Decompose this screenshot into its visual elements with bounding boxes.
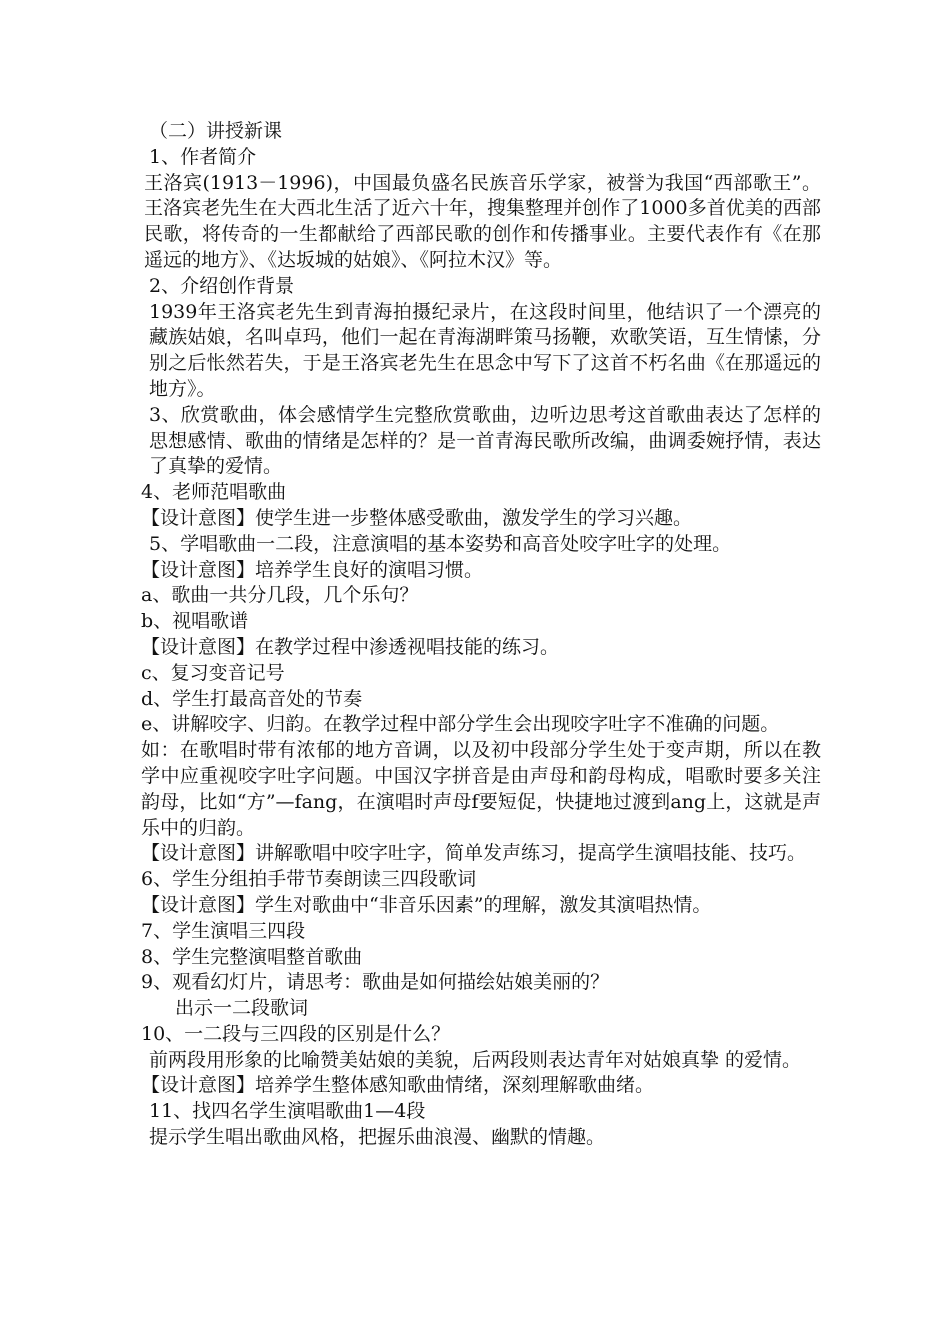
lesson-content <box>141 119 821 1151</box>
sing-34-item: 7、学生演唱三四段 <box>141 919 306 942</box>
step-item: e、讲解咬字、归韵。在教学过程中部分学生会出现咬字吐字不准确的问题。 <box>141 713 780 736</box>
hint-item: 提示学生唱出歌曲风格，把握乐曲浪漫、幽默的情趣。 <box>149 1126 606 1149</box>
learn-sing-item: 5、学唱歌曲一二段，注意演唱的基本姿势和高音处咬字吐字的处理。 <box>149 532 732 555</box>
step-item: a、歌曲一共分几段，几个乐句？ <box>141 584 419 607</box>
design-intent-note: 【设计意图】学生对歌曲中“非音乐因素”的理解，激发其演唱热情。 <box>141 893 712 916</box>
difference-question: 10、一二段与三四段的区别是什么？ <box>141 1022 451 1045</box>
author-heading: 1、作者简介 <box>149 145 257 168</box>
appreciate-paragraph: 3、欣赏歌曲，体会感情学生完整欣赏歌曲，边听边思考这首歌曲表达了怎样的思想感情、歌曲的情绪是怎样的？是一首青海民歌所改编，曲调委婉抒情，表达了真挚的爱情。 <box>149 403 821 478</box>
design-intent-note: 【设计意图】讲解歌唱中咬字吐字，简单发声练习，提高学生演唱技能、技巧。 <box>141 842 807 865</box>
design-intent-note: 【设计意图】培养学生整体感知歌曲情绪，深刻理解歌曲绪。 <box>141 1074 655 1097</box>
group-read-item: 6、学生分组拍手带节奏朗读三四段歌词 <box>141 868 477 891</box>
sing-all-item: 8、学生完整演唱整首歌曲 <box>141 945 363 968</box>
author-paragraph: 王洛宾(1913－1996)，中国最负盛名民族音乐学家，被誉为我国“西部歌王”。王洛宾老先生在大西北生活了近六十年，搜集整理并创作了1000多首优美的西部民歌，将传奇的一生都献给了西部民歌的创作和传播事业。主要代表作有《在那遥远的地方》、《达坂城的姑娘》、《阿拉木汉》等。 <box>144 171 821 271</box>
section-heading: （二）讲授新课 <box>149 120 283 142</box>
step-item: c、复习变音记号 <box>141 661 285 684</box>
example-paragraph: 如：在歌唱时带有浓郁的地方音调，以及初中段部分学生处于变声期，所以在教学中应重视咬字吐字问题。中国汉字拼音是由声母和韵母构成，唱歌时要多关注韵母，比如“方”—fang，在演唱时声母f要短促，快捷地过渡到ang上，这就是声乐中的归韵。 <box>141 739 821 839</box>
design-intent-note: 【设计意图】使学生进一步整体感受歌曲，激发学生的学习兴趣。 <box>141 506 693 529</box>
step-item: b、视唱歌谱 <box>141 610 249 633</box>
slides-item: 9、观看幻灯片，请思考：歌曲是如何描绘姑娘美丽的？ <box>141 971 610 994</box>
background-paragraph: 1939年王洛宾老先生到青海拍摄纪录片，在这段时间里，他结识了一个漂亮的藏族姑娘，名叫卓玛，他们一起在青海湖畔策马扬鞭，欢歌笑语，互生情愫，分别之后怅然若失，于是王洛宾老先生在思念中写下了这首不朽名曲《在那遥远的地方》。 <box>149 300 821 400</box>
teacher-demo-item: 4、老师范唱歌曲 <box>141 481 287 504</box>
background-heading: 2、介绍创作背景 <box>149 274 295 297</box>
design-intent-note: 【设计意图】在教学过程中渗透视唱技能的练习。 <box>141 635 560 658</box>
four-students-item: 11、找四名学生演唱歌曲1—4段 <box>149 1100 426 1123</box>
design-intent-note: 【设计意图】培养学生良好的演唱习惯。 <box>141 558 484 581</box>
show-lyrics-item: 出示一二段歌词 <box>175 997 309 1020</box>
difference-answer: 前两段用形象的比喻赞美姑娘的美貌，后两段则表达青年对姑娘真挚 的爱情。 <box>149 1048 802 1071</box>
step-item: d、学生打最高音处的节奏 <box>141 687 363 710</box>
